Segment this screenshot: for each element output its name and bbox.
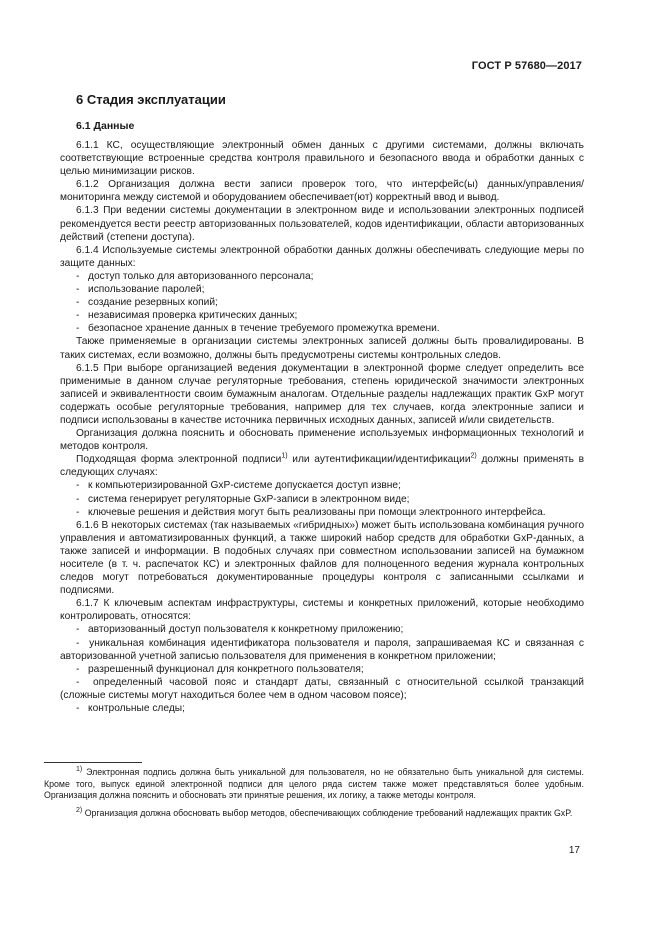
list-item: - уникальная комбинация идентификатора пользователя и пароля, запрашиваемая КС и связанная с авторизованной учетной записью пользователя для применения в конкретном приложении;	[60, 637, 584, 662]
paragraph-6-1-2: 6.1.2 Организация должна вести записи проверок того, что интерфейс(ы) данных/управления/мониторинга между системой и оборудованием обеспечивает(ют) корректный ввод и вывод.	[60, 179, 584, 204]
footnote-1: $^{1)}$ Электронная подпись должна быть уникальной для пользователя, но не обязательно быть уникальной для системы. Кроме того, выпуск единой электронной подписи для целого ряда систем также может представляться более удобным. Организация должна пояснить и обосновать эти принятые решения, их логику, а также методы контроля.	[44, 766, 584, 801]
section-title: 6 Стадия эксплуатации	[76, 92, 226, 107]
paragraph-6-1-5-signature: Подходящая форма электронной подписи$^{1)}$ или аутентификации/идентификации$^{2)}$ должны применять в следующих случаях:	[60, 452, 585, 479]
list-item: - к компьютеризированной GxP-системе допускается доступ извне;	[76, 480, 401, 492]
list-item: - создание резервных копий;	[76, 297, 218, 309]
paragraph-6-1-3: 6.1.3 При ведении системы документации в электронном виде и использовании электронных подписей рекомендуется вести реестр авторизованных пользователей, кодов идентификации, области авторизованных действий (степени доступа).	[60, 205, 584, 243]
paragraph-6-1-4: 6.1.4 Используемые системы электронной обработки данных должны обеспечивать следующие меры по защите данных:	[60, 244, 584, 269]
list-item: - безопасное хранение данных в течение требуемого промежутка времени.	[76, 323, 440, 335]
footnote-ref-2: 2)	[470, 452, 477, 460]
list-item: - контрольные следы;	[76, 703, 185, 715]
list-item: - независимая проверка критических данных;	[76, 310, 298, 322]
paragraph-6-1-6: 6.1.6 В некоторых системах (так называемых «гибридных») может быть использована комбинация ручного управления и автоматизированных функций, а также широкий набор средств для обработки GxP-данных, а также записей и информации. В подобных случаях при совместном использовании записей на бумажном носителе (в т. ч. распечаток КС) и электронных файлов для полноценного ведения журнала контрольных следов могут потребоваться документированные процедуры контроля с записанными ссылками и подписями.	[60, 519, 584, 597]
list-item: - ключевые решения и действия могут быть реализованы при помощи электронного интерфейса.	[76, 506, 546, 518]
page-number: 17	[568, 845, 580, 856]
paragraph-6-1-4-validation: Также применяемые в организации системы электронных записей должны быть провалидированы. В таких системах, если возможно, должны быть предусмотрены системы контрольных следов.	[60, 336, 584, 361]
footnote-ref-1: 1)	[281, 452, 288, 460]
subsection-title: 6.1 Данные	[76, 120, 135, 132]
list-item: - определенный часовой пояс и стандарт даты, связанный с относительной ссылкой транзакций (сложные системы могут находиться более чем в одном часовом поясе);	[60, 676, 584, 701]
list-item: - разрешенный функционал для конкретного пользователя;	[76, 663, 364, 675]
standard-number: ГОСТ Р 57680—2017	[471, 60, 582, 72]
paragraph-6-1-5: 6.1.5 При выборе организацией ведения документации в электронной форме следует определить все применимые в данном случае регуляторные требования, степень юридической значимости электронных записей и эквивалентности своим бумажным аналогам. Отдельные разделы надлежащих практик GxP могут содержать особые регуляторные требования, например для тех случаев, когда электронные записи и подписи использованы в качестве источника первичных исходных данных, записей и/или свидетельств.	[60, 362, 584, 426]
footnote-divider	[44, 762, 142, 763]
list-item: - авторизованный доступ пользователя к конкретному приложению;	[76, 624, 404, 636]
list-item: - система генерирует регуляторные GxP-записи в электронном виде;	[76, 493, 410, 505]
paragraph-6-1-5-justification: Организация должна пояснить и обосновать применение используемых информационных технологий и методов контроля.	[60, 428, 584, 453]
paragraph-6-1-1: 6.1.1 КС, осуществляющие электронный обмен данных с другими системами, должны включать соответствующие встроенные средства контроля правильного и безопасного ввода и обработки данных с целью минимизации рисков.	[60, 140, 584, 178]
list-item: - использование паролей;	[76, 284, 205, 296]
main-text	[60, 86, 584, 715]
paragraph-6-1-7: 6.1.7 К ключевым аспектам инфраструктуры, системы и конкретных приложений, которые необходимо контролировать, относятся:	[60, 598, 584, 623]
footnote-2: $^{2)}$ Организация должна обосновать выбор методов, обеспечивающих соблюдение требований надлежащих практик GxP.	[76, 806, 573, 818]
list-item: - доступ только для авторизованного персонала;	[76, 270, 314, 282]
footnotes	[44, 767, 584, 819]
